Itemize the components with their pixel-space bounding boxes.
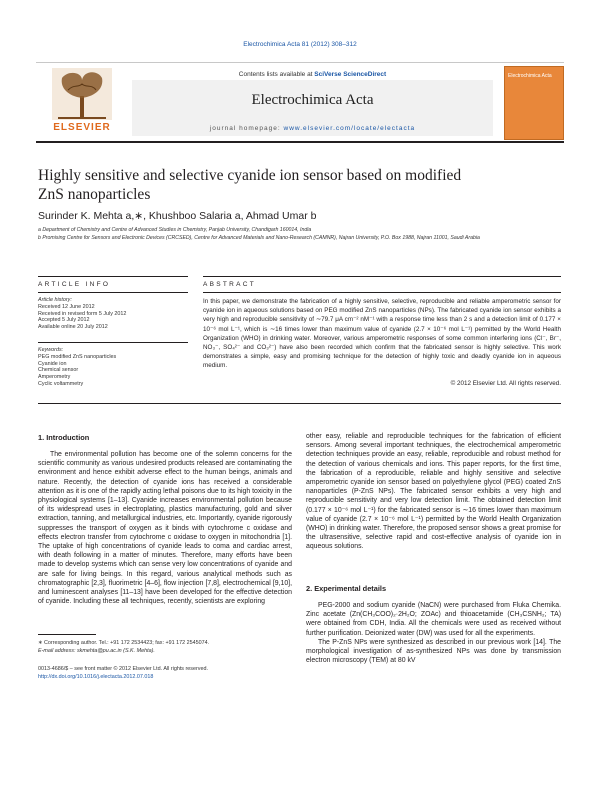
author-email[interactable]: E-mail address: skmehta@pu.ac.in (S.K. Mehta).: [38, 647, 155, 654]
article-history: [38, 297, 188, 331]
history-online: Available online 20 July 2012: [38, 324, 108, 331]
title-line-1: Highly sensitive and selective cyanide ion sensor based on modified: [38, 167, 462, 184]
journal-name: Electrochimica Acta: [251, 92, 374, 108]
experimental-text-2: The P-ZnS NPs were synthesized as described in our previous work [14]. The morphological investigation of as-synthesized NPs was done by transmission electron microscopy (TEM) at 80 kV: [306, 638, 561, 665]
keyword-item: Cyclic voltammetry: [38, 380, 84, 387]
intro-text-1: The environmental pollution has become one of the solemn concerns for the scientific community as various undesired products released are contaminating the environment and hence exhibit adverse effect to the human beings, animals and nature. Recently, the detection of cyanide ions has received a considerable attention as it is one of the rapidly acting lethal poisons due to its high toxicity in the physiological systems [1–13]. Cyanide increases environmental pollution because of its widespread uses in electroplating, plastics manufacturing, gold and silver extraction, tanning, and metallurgical industries, etc. Importantly, cyanide rigorously suppresses the transport of oxygen as it binds with cytochrome c oxidase and effects electron transfer from cytochrome c oxidase to oxygen in mitochondria [1]. The uptake of high concentrations of cyanide leads to coma and cardiac arrest, with death following in a matter of minutes. Therefore, many efforts have been made to develop systems which can sense very low concentrations of cyanide and are safe for living beings. In this regard, various analytical methods such as chromatographic [2,3], fluorimetric [4–6], flow injection [7,8], electrochemical [9,10], and luminescent analyses [11–13] have been developed for the effective detection of cyanide. Including these all techniques, recently, scientists are exploring: [38, 451, 292, 606]
elsevier-logo[interactable]: [38, 66, 126, 138]
elsevier-wordmark: ELSEVIER: [53, 122, 111, 133]
abstract-heading: ABSTRACT: [203, 281, 257, 288]
keyword-item: PEG modified ZnS nanoparticles: [38, 353, 117, 360]
issn-block: [38, 666, 298, 682]
journal-homepage: [132, 125, 493, 132]
experimental-text-1: PEG-2000 and sodium cyanide (NaCN) were purchased from Fluka Chemika. Zinc acetate (Zn(CH₃COO)₂·2H₂O; ZOAc) and thioacetamide (CH₃CSNH₂; TA) were obtained from CDH, India. All the chemicals were used as received without further purification. Deionized water (DW) was used for all the experiments.: [306, 602, 561, 637]
front-matter-bottom-rule: [38, 403, 561, 404]
abstract-rule: [203, 292, 561, 293]
experimental-paragraphs: [306, 601, 561, 665]
contents-prefix: Contents lists available at: [238, 71, 315, 78]
article-info-heading: ARTICLE INFO: [38, 281, 111, 288]
homepage-link[interactable]: www.elsevier.com/locate/electacta: [283, 125, 416, 132]
keyword-item: Amperometry: [38, 374, 71, 381]
authors: Surinder K. Mehta a,∗, Khushboo Salaria a, Ahmad Umar b: [38, 210, 317, 222]
header-bottom-rule: [36, 141, 564, 143]
history-accepted: Accepted 5 July 2012: [38, 317, 90, 324]
history-revised: Received in revised form 5 July 2012: [38, 310, 127, 317]
doi-link[interactable]: http://dx.doi.org/10.1016/j.electacta.2012.07.018: [38, 673, 154, 680]
issn-line: 0013-4686/$ – see front matter © 2012 Elsevier Ltd. All rights reserved.: [38, 666, 208, 672]
keyword-item: Cyanide ion: [38, 360, 67, 367]
section-heading-experimental: 2. Experimental details: [306, 584, 387, 593]
keywords-rule: [38, 342, 188, 343]
affiliations: [38, 227, 560, 242]
article-info-rule: [38, 292, 188, 293]
homepage-label: journal homepage:: [209, 125, 284, 132]
running-head[interactable]: Electrochimica Acta 81 (2012) 308–312: [243, 41, 357, 48]
copyright: © 2012 Elsevier Ltd. All rights reserved.: [450, 380, 561, 387]
affiliation-a: a Department of Chemistry and Centre of Advanced Studies in Chemistry, Panjab University, Chandigarh 160014, India: [38, 227, 312, 233]
history-label: Article history:: [38, 297, 72, 303]
abstract-top-rule: [203, 276, 561, 277]
keywords: [38, 347, 188, 388]
cover-title: Electrochimica Acta: [508, 73, 552, 79]
section-heading-introduction: 1. Introduction: [38, 433, 90, 442]
abstract-text: In this paper, we demonstrate the fabrication of a highly sensitive, selective, reproducible and reliable amperometric sensor for cyanide ion in aqueous solutions based on PEG modified ZnS nanoparticles (NPs). The fabricated cyanide ion sensor exhibits a very high and reproducible sensitivity of ∼79.7 μA cm⁻² nM⁻¹ with a response time less than 2 s and a detection limit of 0.177 × 10⁻⁶ mol L⁻¹, which is ∼16 times lower than maximum value of cyanide (2.7 × 10⁻⁶ mol L⁻¹) permitted by the World Health Organization (WHO) in drinking water. Moreover, various amperometric responses of some common interfering ions (Cl⁻, Br⁻, NO₃⁻, SO₄²⁻ and CO₃²⁻) have also been recorded which confirm that the fabricated sensor is highly selective. This work demonstrates a simple, easy and promising technique for the detection of highly toxic and deadly cyanide ion in aqueous medium.: [203, 298, 561, 370]
intro-paragraph-1: [38, 450, 292, 606]
affiliation-b: b Promising Centre for Sensors and Electronic Devices (CRCSED), Centre for Advanced Materials and Nano-Research (CAMNR), Najran University, P.O. Box 1988, Najran 11001, Saudi Arabia: [38, 234, 480, 241]
intro-paragraph-2: [306, 432, 561, 552]
article-info-top-rule: [38, 276, 188, 277]
corresponding-author: ∗ Corresponding author. Tel.: +91 172 2534423; fax: +91 172 2545074.: [38, 640, 210, 646]
sciencedirect-link[interactable]: SciVerse ScienceDirect: [314, 71, 387, 78]
keyword-item: Chemical sensor: [38, 367, 79, 374]
keywords-label: Keywords:: [38, 347, 64, 353]
elsevier-tree-icon: [38, 66, 126, 122]
contents-line: [140, 71, 485, 78]
history-received: Received 12 June 2012: [38, 303, 95, 310]
title-line-2: ZnS nanoparticles: [38, 186, 151, 203]
footnote-rule: [38, 634, 96, 635]
article-title: [38, 166, 558, 204]
intro-text-2: other easy, reliable and reproducible techniques for the fabrication of efficient sensors. Among several important techniques, the electrochemical amperometric detection techniques provide an easy, reliable, reproducible and robust method for the detection of various chemicals and ions. This paper reports, for the first time, the fabrication of a reproducible, reliable and highly sensitive and selective amperometric cyanide ion sensor based on polyethylene glycol (PEG) coated ZnS nanoparticles (P-ZnS NPs). The fabricated sensor exhibits a very high and reproducible sensitivity and very low detection limit. The obtained detection limit (0.177 × 10⁻⁶ mol L⁻¹) for the fabricated sensor is ∼16 times lower than maximum value of cyanide (2.7 × 10⁻⁶ mol L⁻¹) permitted by the World Health Organization (WHO) in drinking water. Therefore, the proposed sensor shows a great promise for the ultrasensitive, selective rapid and cost-effective analysis of cyanide ion in aqueous solutions.: [306, 433, 561, 551]
corresponding-author-footnote: [38, 640, 293, 656]
header-top-rule: [36, 62, 564, 63]
